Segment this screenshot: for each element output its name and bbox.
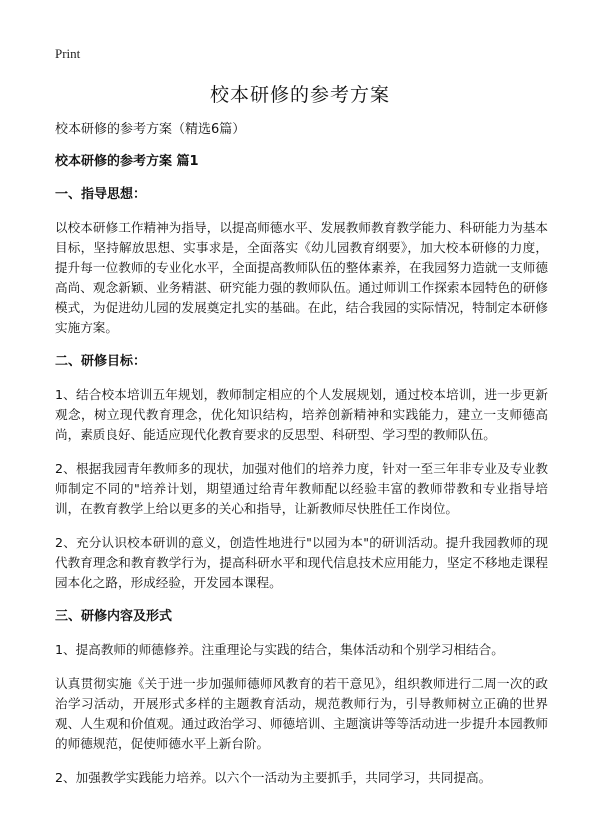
paragraph-guiding-thought: 以校本研修工作精神为指导，以提高师德水平、发展教师教育教学能力、科研能力为基本目标，坚持解放思想、实事求是，全面落实《幼儿园教育纲要》，加大校本研修的力度，提升每一位教师的专业化水平，全面提高教师队伍的整体素养，在我园努力造就一支师德高尚、观念新颖、业务精湛、研究能力强的教师队伍。通过师训工作探索本园特色的研修模式，为促进幼儿园的发展奠定扎实的基础。在此，结合我园的实际情况，特制定本研修实施方案。 [55, 220, 548, 335]
section-heading-guiding-thought: 一、指导思想： [55, 187, 147, 202]
paragraph-content-2: 认真贯彻实施《关于进一步加强师德师风教育的若干意见》，组织教师进行二周一次的政治学习活动，开展形式多样的主题教育活动，规范教师行为，引导教师树立正确的世界观、人生观和价值观。通过政治学习、师德培训、主题演讲等等活动进一步提升本园教师的师德规范，促使师德水平上新台阶。 [55, 676, 548, 751]
document-subtitle: 校本研修的参考方案（精选6篇） [55, 122, 246, 137]
section-heading-goals: 二、研修目标： [55, 354, 147, 369]
paragraph-goal-1: 1、结合校本培训五年规划，教师制定相应的个人发展规划，通过校本培训，进一步更新观念，树立现代教育理念，优化知识结构，培养创新精神和实践能力，建立一支师德高尚，素质良好、能适应现代化教育要求的反思型、科研型、学习型的教师队伍。 [55, 387, 548, 442]
paragraph-content-3: 2、加强教学实践能力培养。以六个一活动为主要抓手，共同学习，共同提高。 [55, 770, 492, 785]
paragraph-content-1: 1、提高教师的师德修养。注重理论与实践的结合，集体活动和个别学习相结合。 [55, 642, 504, 657]
document-content [55, 120, 548, 802]
print-link[interactable]: Print [55, 46, 81, 61]
paragraph-goal-2: 2、根据我园青年教师多的现状，加强对他们的培养力度，针对一至三年非专业及专业教师制定不同的"培养计划，期望通过给青年教师配以经验丰富的教师带教和专业指导培训，在教育教学上给以更多的关心和指导，让新教师尽快胜任工作岗位。 [55, 461, 548, 516]
page-title: 校本研修的参考方案 [209, 84, 390, 106]
section-heading-content-form: 三、研修内容及形式 [55, 609, 173, 624]
paragraph-goal-3: 2、充分认识校本研训的意义，创造性地进行"以园为本"的研训活动。提升我园教师的现代教育理念和教育教学行为，提高科研水平和现代信息技术应用能力，坚定不移地走课程园本化之路，形成经验，开发园本课程。 [55, 535, 548, 590]
article-heading: 校本研修的参考方案 篇1 [55, 154, 199, 169]
